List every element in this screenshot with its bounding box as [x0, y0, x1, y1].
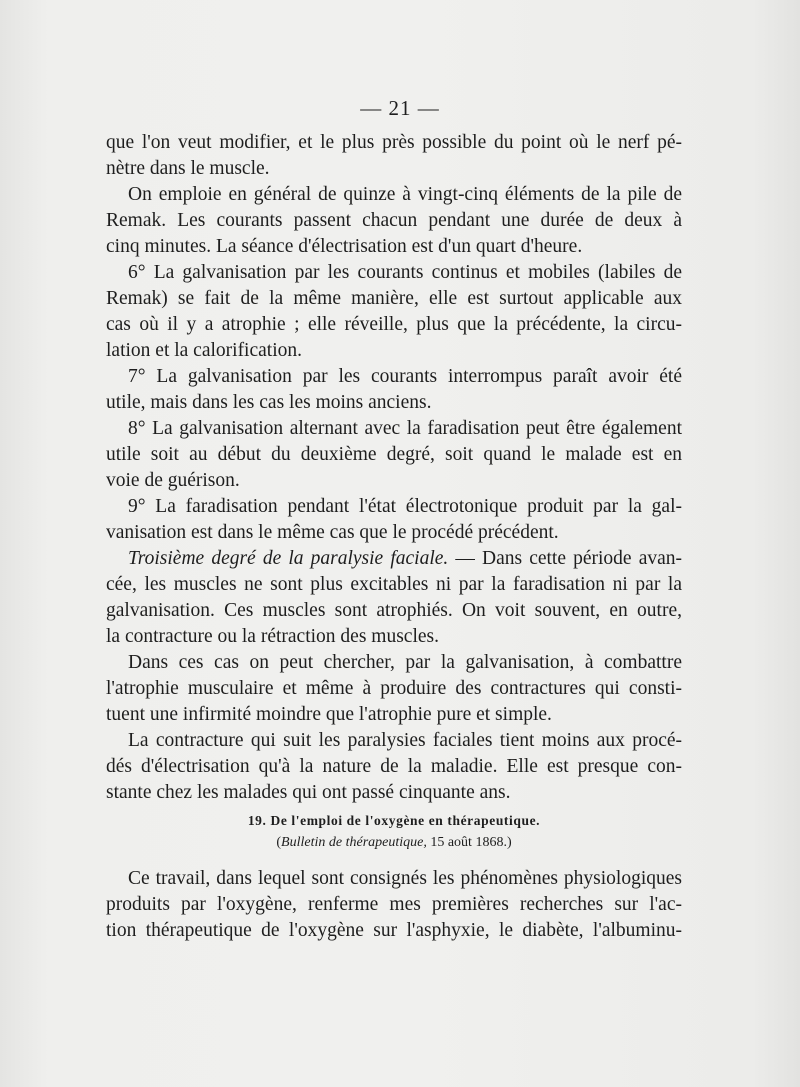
text-line: galvanisation. Ces muscles sont atrophiés. On voit souvent, en outre, [106, 600, 682, 621]
text-line: voie de guérison. [106, 470, 240, 491]
text-line: 6° La galvanisation par les courants continus et mobiles (labiles de [128, 262, 682, 283]
text-line: 7° La galvanisation par les courants interrompus paraît avoir été [128, 366, 682, 387]
line-text: — Dans cette période avan- [448, 548, 682, 569]
text-line: tuent une infirmité moindre que l'atrophie pure et simple. [106, 704, 552, 725]
text-line: 9° La faradisation pendant l'état électrotonique produit par la gal- [128, 496, 682, 517]
main-text [106, 130, 682, 806]
text-line: la contracture ou la rétraction des muscles. [106, 626, 439, 647]
text-line: Remak. Les courants passent chacun pendant une durée de deux à [106, 210, 682, 231]
text-line: Ce travail, dans lequel sont consignés les phénomènes physiologiques [128, 868, 682, 889]
text-line: cas où il y a atrophie ; elle réveille, plus que la précédente, la circu- [106, 314, 682, 335]
text-line: dés d'électrisation qu'à la nature de la maladie. Elle est presque con- [106, 756, 682, 777]
text-line: La contracture qui suit les paralysies faciales tient moins aux procé- [128, 730, 682, 751]
text-line: Remak) se fait de la même manière, elle est surtout applicable aux [106, 288, 682, 309]
text-line: cée, les muscles ne sont plus excitables ni par la faradisation ni par la [106, 574, 682, 595]
text-line: utile soit au début du deuxième degré, soit quand le malade est en [106, 444, 682, 465]
source-date: 15 août 1868.) [426, 835, 512, 850]
source-open: ( [276, 835, 282, 850]
text-line: stante chez les malades qui ont passé cinquante ans. [106, 782, 511, 803]
section-source [106, 832, 682, 854]
text-line: vanisation est dans le même cas que le procédé précédent. [106, 522, 559, 543]
text-line: 8° La galvanisation alternant avec la faradisation peut être également [128, 418, 682, 439]
text-line: que l'on veut modifier, et le plus près possible du point où le nerf pé- [106, 132, 682, 153]
text-line: cinq minutes. La séance d'électrisation est d'un quart d'heure. [106, 236, 583, 257]
text-line: tion thérapeutique de l'oxygène sur l'asphyxie, le diabète, l'albuminu- [106, 920, 682, 941]
text-line: produits par l'oxygène, renferme mes premières recherches sur l'ac- [106, 894, 682, 915]
section-title: 19. De l'emploi de l'oxygène en thérapeutique. [247, 813, 541, 828]
italic-heading: Troisième degré de la paralysie faciale. [128, 548, 449, 569]
page-body [106, 130, 682, 944]
text-line: l'atrophie musculaire et même à produire des contractures qui consti- [106, 678, 682, 699]
text-line: utile, mais dans les cas les moins anciens. [106, 392, 432, 413]
text-line: On emploie en général de quinze à vingt-cinq éléments de la pile de [128, 184, 682, 205]
text-line: Dans ces cas on peut chercher, par la galvanisation, à combattre [128, 652, 682, 673]
page-number: — 21 — [360, 96, 440, 120]
text-line [106, 546, 682, 572]
section-text [106, 866, 682, 944]
text-line: lation et la calorification. [106, 340, 302, 361]
text-line: nètre dans le muscle. [106, 158, 270, 179]
source-journal: Bulletin de thérapeutique, [281, 835, 427, 850]
